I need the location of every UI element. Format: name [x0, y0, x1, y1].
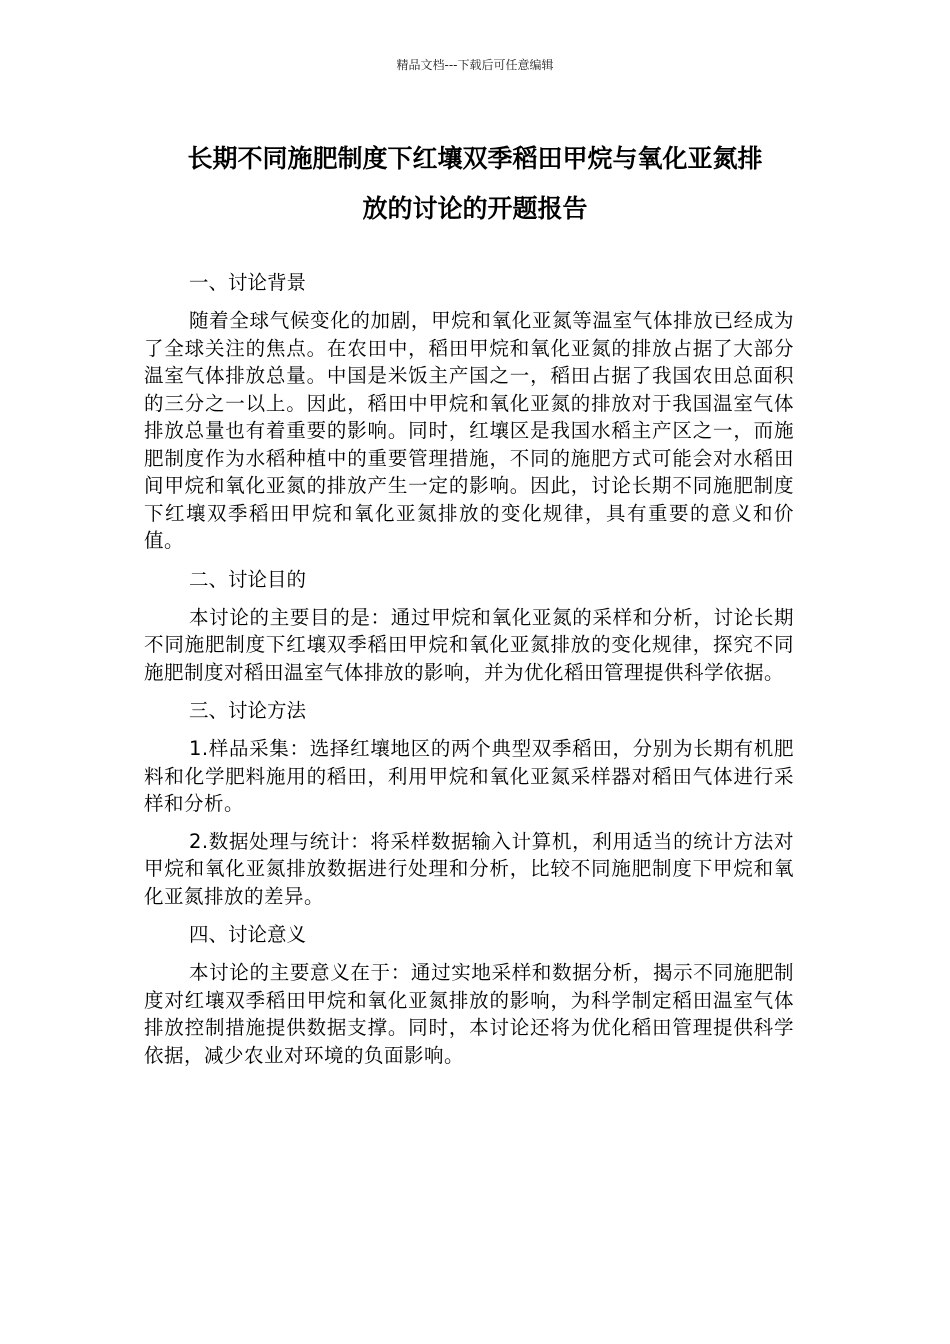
paragraph-method-sampling: 1.样品采集：选择红壤地区的两个典型双季稻田，分别为长期有机肥料和化学肥料施用的稻田，利用甲烷和氧化亚氮采样器对稻田气体进行采样和分析。	[144, 737, 794, 815]
document-title	[140, 134, 810, 234]
paragraph-method-data-processing: 2.数据处理与统计：将采样数据输入计算机，利用适当的统计方法对甲烷和氧化亚氮排放数据进行处理和分析，比较不同施肥制度下甲烷和氧化亚氮排放的差异。	[144, 829, 794, 908]
section-heading-methods: 三、讨论方法	[189, 699, 307, 722]
paragraph-purpose: 本讨论的主要目的是：通过甲烷和氧化亚氮的采样和分析，讨论长期不同施肥制度下红壤双季稻田甲烷和氧化亚氮排放的变化规律，探究不同施肥制度对稻田温室气体排放的影响，并为优化稻田管理提供科学依据。	[144, 605, 794, 684]
document-body	[144, 268, 794, 1079]
paragraph-background: 随着全球气候变化的加剧，甲烷和氧化亚氮等温室气体排放已经成为了全球关注的焦点。在农田中，稻田甲烷和氧化亚氮的排放占据了大部分温室气体排放总量。中国是米饭主产国之一，稻田占据了我国农田总面积的三分之一以上。因此，稻田中甲烷和氧化亚氮的排放对于我国温室气体排放总量也有着重要的影响。同时，红壤区是我国水稻主产区之一，而施肥制度作为水稻种植中的重要管理措施，不同的施肥方式可能会对水稻田间甲烷和氧化亚氮的排放产生一定的影响。因此，讨论长期不同施肥制度下红壤双季稻田甲烷和氧化亚氮排放的变化规律，具有重要的意义和价值。	[144, 309, 794, 552]
section-heading-background: 一、讨论背景	[189, 271, 307, 294]
title-line-2: 放的讨论的开题报告	[362, 194, 588, 223]
header-note: 精品文档---下载后可任意编辑	[396, 58, 554, 72]
title-line-1: 长期不同施肥制度下红壤双季稻田甲烷与氧化亚氮排	[187, 144, 763, 173]
section-heading-significance: 四、讨论意义	[189, 923, 307, 946]
paragraph-significance: 本讨论的主要意义在于：通过实地采样和数据分析，揭示不同施肥制度对红壤双季稻田甲烷和氧化亚氮排放的影响，为科学制定稻田温室气体排放控制措施提供数据支撑。同时，本讨论还将为优化稻田管理提供科学依据，减少农业对环境的负面影响。	[144, 961, 794, 1067]
section-heading-purpose: 二、讨论目的	[189, 567, 307, 591]
